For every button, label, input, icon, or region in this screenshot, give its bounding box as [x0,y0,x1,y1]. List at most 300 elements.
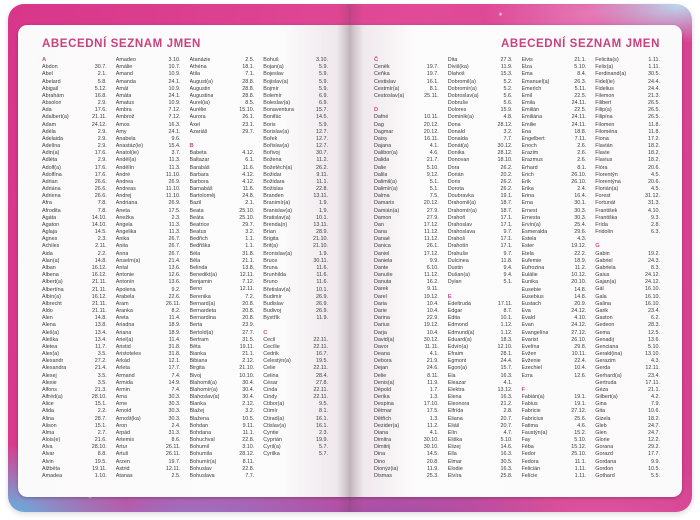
name-date: 24.11. [571,121,587,128]
spacer [190,136,255,143]
name-label: Bořislav(a) [263,143,290,150]
name-entry [522,57,587,64]
name-date: 11.10. [165,193,181,200]
name-label: Budislav [263,300,284,307]
name-date: 4.12. [242,178,255,185]
name-entry [448,64,513,71]
name-label: Dobromír(a) [447,85,477,92]
name-entry [374,236,439,243]
name-entry [116,64,181,71]
name-date: 8.11. [242,458,255,465]
name-date: 18.7. [500,207,513,214]
name-label: Břetislav(a) [263,286,291,293]
name-date: 5.9. [319,78,328,85]
name-label: Glen [595,429,607,436]
name-entry [42,208,107,215]
name-date: 24.12. [571,322,587,329]
name-label: Budivoj [263,308,281,315]
name-entry [374,157,439,164]
name-date: 22.11. [313,394,328,401]
name-date: 2.3. [171,214,181,221]
name-date: 5.6. [503,92,513,99]
name-label: Azariáš [189,128,208,135]
name-label: Alex(a) [42,351,60,358]
name-entry [190,200,255,207]
name-entry [42,337,107,344]
name-date: 15.2. [574,429,587,436]
name-label: Daniel [374,250,390,257]
name-label: Dušan(a) [447,272,470,279]
name-date: 26.9. [316,308,328,315]
name-label: Daisy [374,135,388,142]
name-date: 24.1. [168,92,181,99]
name-date: 26.6. [94,186,107,193]
name-entry [522,279,587,286]
name-entry [42,272,107,279]
name-date: 4.12. [242,171,255,178]
name-date: 11.8. [648,121,660,128]
name-label: Blažej [189,408,205,415]
name-label: Arkád [115,358,130,365]
name-entry [595,100,660,107]
name-label: Gabriela [595,264,616,271]
name-label: Andrea [115,178,134,185]
name-entry [190,100,255,107]
name-label: Genadij [595,336,614,343]
name-label: Blahomil(a) [189,379,217,386]
name-date: 13.8. [242,264,255,271]
name-entry [190,358,255,365]
name-label: Gala [595,293,607,300]
name-date: 10.7. [168,64,181,71]
name-label: Aurora [189,114,206,121]
name-label: Dimitra [374,437,392,444]
name-date: 18.2. [648,157,660,164]
name-label: Gleb [595,422,607,429]
name-entry [448,322,513,329]
name-entry [116,93,181,100]
name-entry [595,459,660,466]
name-label: Dagmar [374,128,394,135]
name-label: Birgita [189,365,205,372]
name-entry [263,114,328,121]
name-entry [374,93,439,100]
name-entry [374,451,439,458]
name-label: Emil [521,92,532,99]
name-date: 30.4. [242,386,255,393]
name-date: 5.5. [651,472,660,479]
name-entry [190,315,255,322]
name-label: Bojan(a) [263,64,284,71]
name-label: Fay [521,437,531,444]
name-entry [190,215,255,222]
name-date: 2.9. [97,143,107,150]
name-entry [190,294,255,301]
name-label: Andreas [115,186,136,193]
name-label: Alvin [42,458,54,465]
name-label: Dustin [447,264,464,271]
name-entry [522,122,587,129]
name-label: Dalida [374,157,390,164]
name-label: Florentýna [595,178,621,185]
name-label: Bernardina [189,315,216,322]
name-date: 20.12. [423,200,439,207]
name-entry [263,93,328,100]
name-date: 10.4. [426,300,439,307]
name-label: Armand [115,372,135,379]
name-date: 4.1. [503,379,513,386]
name-date: 4.7. [503,429,513,436]
name-entry [190,107,255,114]
name-label: Beatrice [189,221,210,228]
name-date: 9.7. [503,250,513,257]
name-entry [190,186,255,193]
name-label: Adolfína [42,171,62,178]
name-date: 7.12. [168,107,181,114]
name-date: 26.7. [168,236,181,243]
name-entry [116,229,181,236]
name-label: Brenda(n) [263,221,288,228]
name-entry [263,57,328,64]
name-entry [522,79,587,86]
name-label: Dobromil(a) [447,78,476,85]
name-label: Fabius [521,401,538,408]
name-date: 1.11. [574,472,587,479]
name-entry [42,200,107,207]
section-letter: B [189,143,194,150]
name-label: Alma [42,429,55,436]
name-date: 11.6. [316,279,328,286]
name-entry [263,150,328,157]
name-label: Dulcinea [447,257,469,264]
name-date: 5.10. [426,164,439,171]
name-date: 22.9. [426,315,439,322]
name-label: Cinda [263,386,278,393]
name-label: Alina [42,415,54,422]
name-label: Arnold [115,408,132,415]
name-entry [595,157,660,164]
name-entry [190,473,255,480]
name-date: 20.8. [242,300,255,307]
name-date: 30.10. [423,444,439,451]
name-date: 8.6. [171,437,181,444]
name-label: Ámos [115,121,130,128]
name-entry [42,430,107,437]
name-label: Gordon [595,465,614,472]
name-label: Alžběta [42,465,60,472]
name-entry [116,243,181,250]
name-date: 9.6. [171,135,181,142]
name-entry [263,236,328,243]
name-entry [190,150,255,157]
name-entry [522,451,587,458]
name-entry [116,114,181,121]
name-entry [374,301,439,308]
name-entry [448,451,513,458]
name-date: 5.11. [574,85,587,92]
name-date: 16.1. [316,415,328,422]
name-date: 1.12. [500,329,513,336]
name-entry [42,344,107,351]
name-date: 26.7. [168,250,181,257]
name-entry [116,279,181,286]
name-label: Aristoteles [115,351,141,358]
name-label: Bořek [263,135,278,142]
name-label: Féba [521,444,534,451]
name-date: 26.5. [648,107,660,114]
name-entry [374,444,439,451]
name-entry [595,172,660,179]
name-entry [374,330,439,337]
name-label: Donovan [447,157,470,164]
name-date: 27.3. [500,57,513,63]
name-date: 18.2. [648,415,660,422]
name-date: 14.9. [168,379,181,386]
name-entry [374,401,439,408]
name-date: 31.5. [242,336,255,343]
name-entry [595,272,660,279]
name-date: 2.9. [97,157,107,164]
name-label: Amy [115,128,127,135]
name-entry [116,222,181,229]
name-entry [595,71,660,78]
name-label: Donát(a) [447,143,469,150]
name-date: 17.1. [500,221,513,228]
name-label: Dezider(a) [374,422,400,429]
name-entry [522,416,587,423]
name-date: 26.9. [316,300,328,307]
name-entry [522,394,587,401]
name-entry [374,322,439,329]
name-label: Božidar [263,171,282,178]
name-date: 5.1. [429,186,439,193]
name-entry [595,294,660,301]
name-date: 25.11. [424,92,439,99]
name-entry [42,172,107,179]
name-label: Dina [374,451,386,458]
name-date: 8.2. [171,308,181,315]
name-date: 7.12. [242,279,255,286]
name-label: Celie [263,365,276,372]
name-date: 6.3. [651,229,660,236]
name-date: 5.12. [94,85,107,92]
name-entry [42,222,107,229]
name-label: Emila [521,100,535,107]
name-date: 11.2. [427,422,439,429]
name-label: Genciana [595,343,619,350]
name-date: 28.4. [316,372,328,379]
name-date: 27.2. [94,358,107,365]
name-label: Dobroslav(a) [447,92,479,99]
name-entry [263,179,328,186]
name-date: 2.3. [319,429,328,436]
name-entry [263,193,328,200]
name-label: Ester [521,243,535,250]
name-entry [448,473,513,480]
name-date: 31.3. [648,200,660,207]
name-label: Felicita(s) [595,57,619,63]
name-entry [42,466,107,473]
name-entry [595,107,660,114]
name-entry [448,387,513,394]
name-entry [263,136,328,143]
name-entry [190,380,255,387]
name-label: Eufrozina [521,264,545,271]
name-label: Gerhard(a) [595,372,622,379]
name-label: Filibert [595,100,612,107]
name-entry [522,301,587,308]
name-date: 22.6. [168,293,181,300]
name-entry [595,344,660,351]
name-date: 28.12. [497,150,513,157]
name-date: 5.7. [319,444,328,451]
name-entry [448,408,513,415]
name-label: Aristid [115,343,131,350]
name-label: Albertína [42,286,64,293]
name-label: Belinda [189,264,208,271]
name-label: Dora [447,164,460,171]
name-date: 1.10. [94,472,107,479]
name-label: Dafné [374,114,389,121]
name-entry [190,387,255,394]
name-date: 14.8. [94,257,107,264]
name-entry [522,294,587,301]
name-date: 29.6. [574,229,587,236]
name-label: Bohuchval [189,437,215,444]
name-entry [448,358,513,365]
name-entry [190,430,255,437]
name-date: 10.9. [168,100,181,107]
name-date: 19.7. [426,71,439,78]
name-label: Dimitrij [374,444,391,451]
name-label: Božena [263,157,282,164]
name-date: 26.1. [242,114,255,121]
name-date: 1.11. [648,57,660,63]
name-date: 11.4. [168,336,181,343]
name-label: Flavius [595,157,613,164]
name-label: Edeltruda [447,300,471,307]
name-date: 20.10. [571,279,587,286]
name-label: Darek [374,286,389,293]
name-label: Elena [447,394,462,401]
name-entry [42,330,107,337]
name-entry [595,373,660,380]
name-date: 2.6. [577,157,587,164]
name-label: Gema [595,329,610,336]
name-entry [448,229,513,236]
name-label: Erazim [521,150,539,157]
name-date: 15.10. [239,107,255,114]
spacer [595,236,660,243]
name-entry [116,122,181,129]
name-label: Florián(a) [595,186,619,193]
name-column [374,57,439,480]
name-date: 28.12. [239,451,255,458]
name-entry [448,437,513,444]
name-date: 8.7. [503,308,513,314]
name-entry [448,337,513,344]
name-label: Bohumír(a) [189,458,217,465]
name-date: 3.5. [97,351,107,358]
name-label: Darie [374,308,387,314]
name-date: 17.11. [497,300,513,307]
name-label: Drahoš [447,236,466,243]
name-entry [116,430,181,437]
name-entry [522,251,587,258]
name-label: Bernardeta [189,308,217,314]
name-entry [522,200,587,207]
name-entry [42,236,107,243]
name-date: 17.12. [423,221,439,228]
name-entry [42,279,107,286]
name-date: 20.12. [423,121,439,128]
name-entry [42,401,107,408]
name-label: Anatol(ie) [115,150,139,157]
name-date: 19.11. [239,343,255,350]
name-entry [595,200,660,207]
name-label: Armida [115,379,133,386]
name-label: Danica [374,243,391,250]
name-label: Egmont [447,358,467,365]
name-date: 16.11. [424,135,439,142]
name-entry [374,344,439,351]
name-entry [116,272,181,279]
name-entry [263,416,328,423]
name-label: Felície [521,472,538,479]
name-label: Elizej [447,444,461,451]
name-entry [448,308,513,315]
name-entry [595,215,660,222]
spacer [448,287,513,294]
name-entry [263,315,328,322]
name-label: Drahomír(a) [447,207,477,214]
name-entry [374,358,439,365]
name-entry [263,100,328,107]
name-date: 15.1. [94,401,107,408]
name-label: Absolon [42,100,62,107]
name-entry [116,71,181,78]
name-label: Agaton [42,221,60,228]
name-entry [263,294,328,301]
name-entry [116,408,181,415]
name-label: Branislav(a) [263,207,293,214]
name-entry [374,86,439,93]
name-entry [190,114,255,121]
name-date: 10.5. [242,415,255,422]
name-entry [116,301,181,308]
name-entry [448,200,513,207]
name-label: Aleš(a) [42,329,60,336]
name-label: Drahotín [447,243,469,250]
name-entry [522,430,587,437]
name-entry [522,172,587,179]
name-entry [522,179,587,186]
name-date: 20.8. [242,315,255,322]
name-entry [448,301,513,308]
name-label: Budimír [263,293,282,300]
name-label: Dino [374,458,386,465]
name-entry [263,423,328,430]
name-label: Erazmus [521,157,543,164]
name-label: Ctislav(a) [263,422,287,429]
name-label: Achiles [42,243,60,250]
name-entry [448,430,513,437]
name-entry [595,473,660,480]
name-label: Bertram [189,336,209,343]
name-date: 22.8. [242,437,255,444]
name-entry [374,143,439,150]
name-date: 8.8. [97,451,107,458]
